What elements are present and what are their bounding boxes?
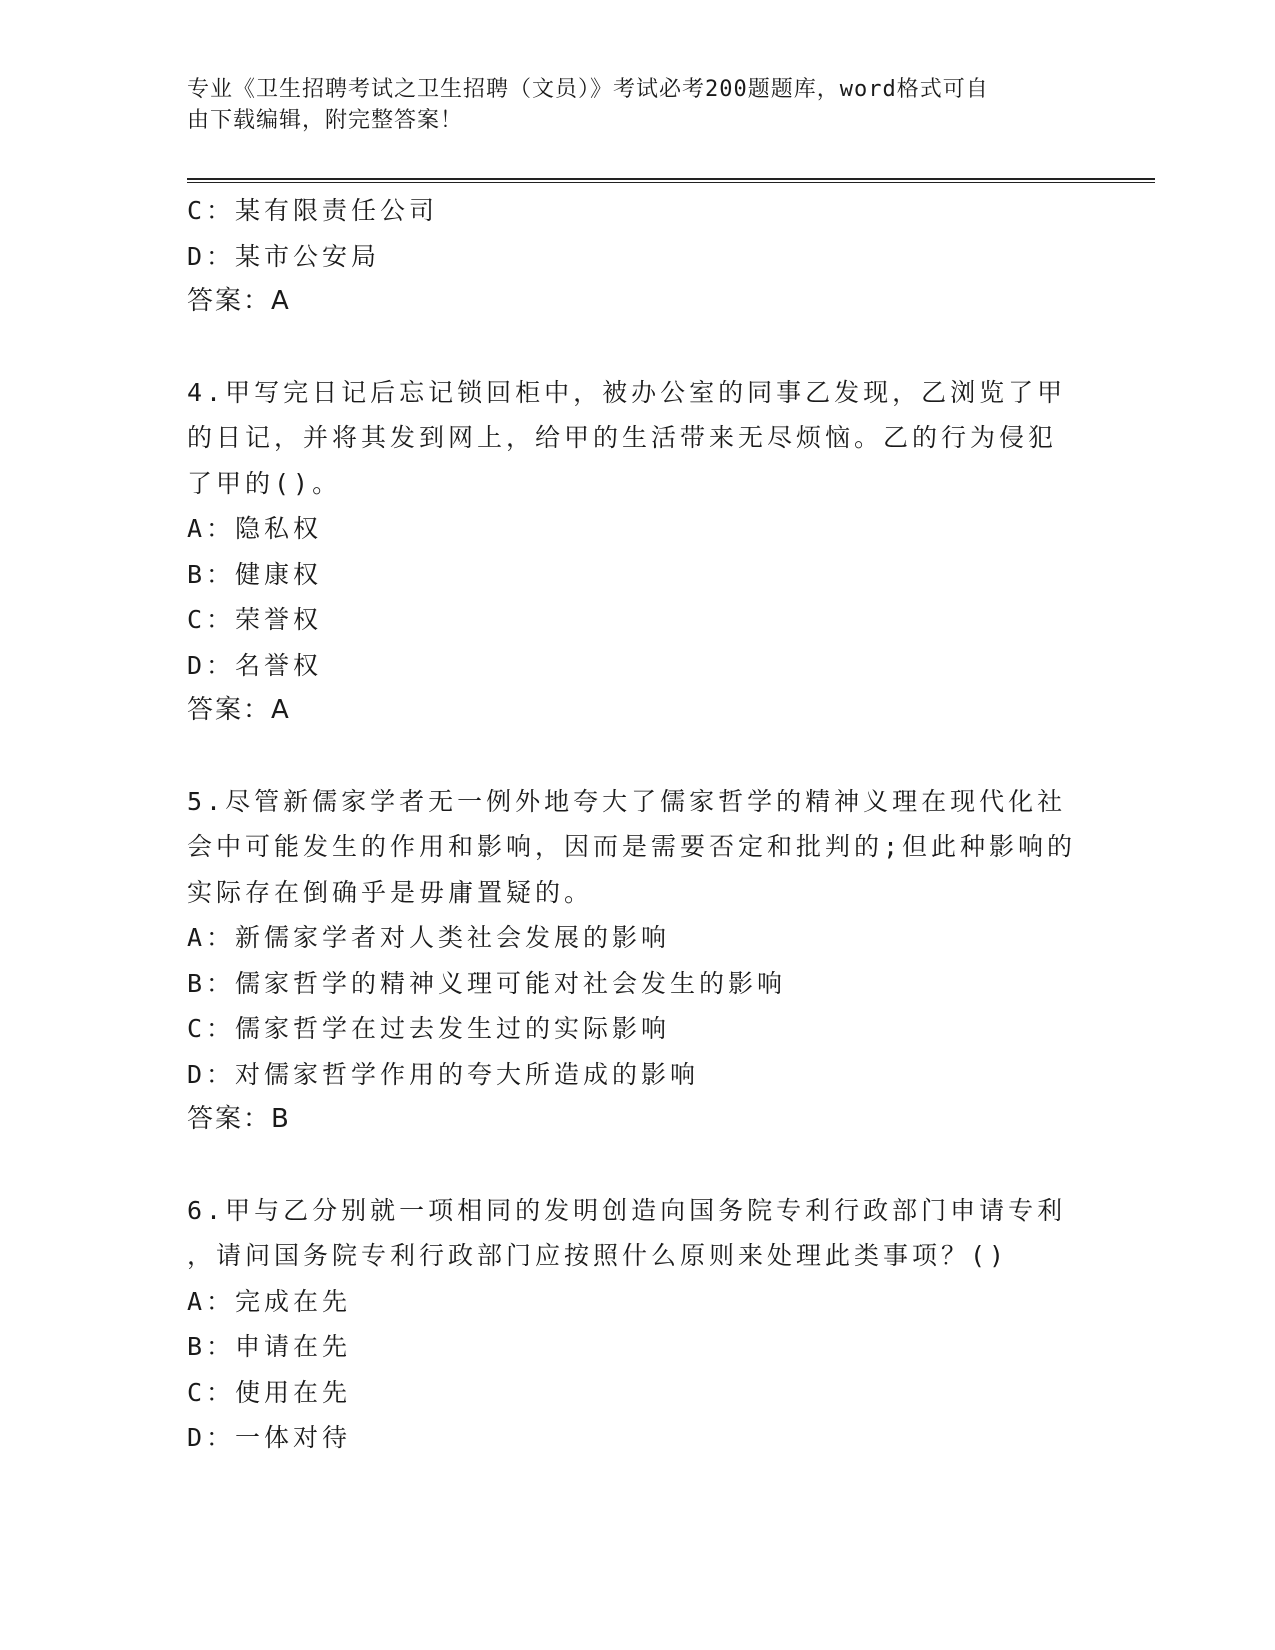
- option-a: A：新儒家学者对人类社会发展的影响: [187, 923, 671, 952]
- option-b: B：儒家哲学的精神义理可能对社会发生的影响: [187, 968, 787, 998]
- answer-line: 答案：A: [187, 286, 291, 316]
- question-block-4: [187, 370, 1087, 734]
- option-b: B：健康权: [187, 559, 323, 589]
- question-block-3: [187, 188, 1087, 325]
- question-stem-line: 4.甲写完日记后忘记锁回柜中，被办公室的同事乙发现，乙浏览了甲: [187, 377, 1067, 407]
- block-spacer: [187, 325, 1087, 370]
- option-d: D：名誉权: [187, 650, 323, 680]
- option-d: D：一体对待: [187, 1423, 352, 1452]
- question-stem-line: 实际存在倒确乎是毋庸置疑的。: [187, 877, 594, 907]
- question-block-6: [187, 1188, 1087, 1461]
- header-line-2: 由下载编辑，附完整答案！: [187, 108, 464, 133]
- option-a: A：完成在先: [187, 1286, 352, 1316]
- block-spacer: [187, 1143, 1087, 1188]
- option-c: C：儒家哲学在过去发生过的实际影响: [187, 1014, 671, 1043]
- page-header: [187, 74, 1067, 136]
- question-stem-line: 6.甲与乙分别就一项相同的发明创造向国务院专利行政部门申请专利: [187, 1195, 1067, 1225]
- answer-line: 答案：B: [187, 1104, 291, 1134]
- option-a: A：隐私权: [187, 514, 323, 543]
- question-stem-line: 了甲的()。: [187, 468, 342, 498]
- option-c: C：荣誉权: [187, 605, 323, 634]
- option-c: C：使用在先: [187, 1377, 352, 1407]
- option-b: B：申请在先: [187, 1332, 352, 1361]
- question-stem-line: 5.尽管新儒家学者无一例外地夸大了儒家哲学的精神义理在现代化社: [187, 786, 1067, 816]
- question-stem-line: ，请问国务院专利行政部门应按照什么原则来处理此类事项？(): [187, 1241, 1009, 1270]
- block-spacer: [187, 734, 1087, 779]
- answer-line: 答案：A: [187, 695, 291, 725]
- header-divider: [187, 178, 1155, 183]
- question-stem-line: 的日记，并将其发到网上，给甲的生活带来无尽烦恼。乙的行为侵犯: [187, 423, 1058, 452]
- option-c: C：某有限责任公司: [187, 196, 439, 225]
- question-list: [187, 188, 1087, 1461]
- question-block-5: [187, 779, 1087, 1143]
- question-stem-line: 会中可能发生的作用和影响，因而是需要否定和批判的;但此种影响的: [187, 832, 1077, 861]
- option-d: D：对儒家哲学作用的夸大所造成的影响: [187, 1059, 700, 1089]
- option-d: D：某市公安局: [187, 241, 381, 271]
- header-line-1: 专业《卫生招聘考试之卫生招聘（文员）》考试必考200题题库，word格式可自: [187, 77, 989, 102]
